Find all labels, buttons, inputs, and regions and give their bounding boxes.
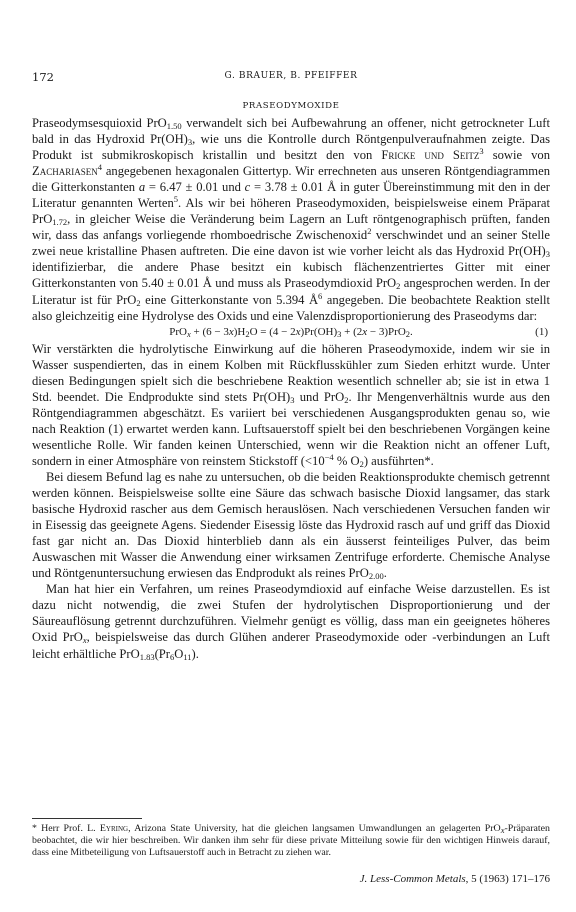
- journal-name: J. Less-Common Metals: [359, 873, 466, 885]
- running-header: [32, 70, 550, 84]
- journal-reference: [360, 873, 550, 885]
- reference-marker: 6: [318, 290, 323, 301]
- reference-marker: 2: [367, 226, 372, 237]
- reference-marker: 3: [479, 146, 484, 157]
- footnote: * Herr Prof. L. Eyring, Arizona State University, hat die gleichen langsamen Umwandlungen an gelagerten PrO$_x$-Präparaten beobachtet, die wir hier beschreiben. Wir danken ihm sehr für diese private Mitteilung sowie für den wichtigen Hinweis darauf, dass eine Mitbeteiligung von Luftsauerstoff auch in Betracht zu ziehen war.: [32, 823, 550, 859]
- author-citation: Fricke und Seitz: [381, 148, 480, 163]
- author-citation: Eyring: [99, 823, 129, 834]
- journal-citation: , 5 (1963) 171–176: [465, 873, 550, 885]
- section-title: PRASEODYMOXIDE: [242, 101, 340, 111]
- reference-marker: 5: [173, 194, 178, 205]
- paragraph-2: Wir verstärkten die hydrolytische Einwirkung auf die höheren Praseodymoxide, indem wir sie in Wasser suspendierten, das in einem Kolben mit Rückflusskühler zum Sieden erhitzt wurde. Unter diesen Bedingungen spielt sich die beschriebene Reaktion wesentlich schneller ab; sie ist in etwa 1 Std. beendet. Die Endprodukte sind stets $Pr(OH)_3$ und PrO$_2$. Ihr Mengenverhältnis wurde aus den Röntgendiagrammen abgeschätzt. Es variiert bei verschiedenen Ausgangsprodukten genau so, wie nach Reaktion (1) erwartet werden kann. Luftsauerstoff spielt bei den beschriebenen Vorgängen keine wesentliche Rolle. Wir fanden keinen Unterschied, wenn wir die Reaktion nicht an offener Luft, sondern in einer Atmosphäre von reinstem Stickstoff ($<10^{-4}$ % $O_2$) ausführten*.: [32, 341, 550, 469]
- article-body: [32, 115, 550, 662]
- paragraph-3: Bei diesem Befund lag es nahe zu untersuchen, ob die beiden Reaktionsprodukte chemisch getrennt werden können. Beispielsweise sollte eine Säure das schwach basische Dioxid langsamer, das stark basische Hydroxid rascher aus dem Gemisch herauslösen. Nach verschiedenen Versuchen fanden wir in Eisessig das geeignete Agens. Siedender Eisessig löste das Hydroxid rasch auf und griff das Dioxid fast gar nicht an. Das Dioxid hinterblieb dann als ein äusserst feinteiliges Pulver, das beim Auswaschen mit Wasser die Anwendung einer wirksamen Zentrifuge erforderte. Chemische Analyse und Röntgenuntersuchung erwiesen das Endprodukt als reines PrO$_{2.00}$.: [32, 469, 550, 582]
- equation-1: [32, 324, 550, 341]
- equation-number: (1): [535, 325, 548, 338]
- paragraph-4: Man hat hier ein Verfahren, um reines Praseodymdioxid auf einfache Weise darzustellen. Es ist dazu nicht notwendig, die zwei Stufen der hydrolytischen Disproportionierung und der Säureauflösung getrennt durchzuführen. Vielmehr genügt es völlig, dass man ein geeignetes höheres Oxid PrO$_x$, beispielsweise das durch Glühen anderer Praseodymoxide oder -verbindungen an Luft leicht erhältliche $PrO_{1.83}(Pr_6O_{11})$.: [32, 582, 550, 662]
- running-header-authors: G. BRAUER, B. PFEIFFER: [224, 71, 358, 81]
- footnote-rule: [32, 818, 142, 819]
- page-number: 172: [32, 70, 54, 84]
- equation-body: $PrO_x + (6 - 3x)H_2O = (4 - 2x)Pr(OH)_3 + (2x - 3)PrO_2$.: [169, 325, 413, 339]
- author-citation: Zachariasen: [32, 164, 98, 179]
- reference-marker: 4: [97, 162, 102, 173]
- paragraph-1: Praseodymsesquioxid PrO$_{1.50}$ verwandelt sich bei Aufbewahrung an offener, nicht getrockneter Luft bald in das Hydroxid $Pr(OH)_3$, wie uns die Kontrolle durch Röntgenpulveraufnahmen zeigte. Das Produkt ist submikroskopisch kristallin und besitzt den von Fricke und Seitz$^3$ sowie von Zachariasen$^4$ angegebenen hexagonalen Gittertyp. Wir errechneten aus unseren Röntgendiagrammen die Gitterkonstanten a = 6.47 ± 0.01 und c = 3.78 ± 0.01 Å in guter Übereinstimmung mit den in der Literatur genannten Werten$^5$. Als wir bei höheren Praseodymoxiden, beispielsweise einem Präparat PrO$_{1.72}$, in gleicher Weise die Veränderung beim Lagern an Luft röntgenographisch prüften, fanden wir, dass das anfangs vorliegende rhomboedrische Zwischenoxid$^2$ verschwindet und an seiner Stelle zwei neue kristalline Phasen auftreten. Die eine davon ist wie vorher leicht als das Hydroxid $Pr(OH)_3$ identifizierbar, die andere Phase besitzt ein kubisch flächenzentriertes Gitter mit einer Gitterkonstanten von 5.40 ± 0.01 Å und muss als Praseodymdioxid PrO$_2$ angesprochen werden. In der Literatur ist für PrO$_2$ eine Gitterkonstante von 5.394 $Å^6$ angegeben. Die beobachtete Reaktion stellt also gleichzeitig eine Hydrolyse des Oxids und eine Valenzdisproportionierung des Praseodyms dar:: [32, 116, 551, 323]
